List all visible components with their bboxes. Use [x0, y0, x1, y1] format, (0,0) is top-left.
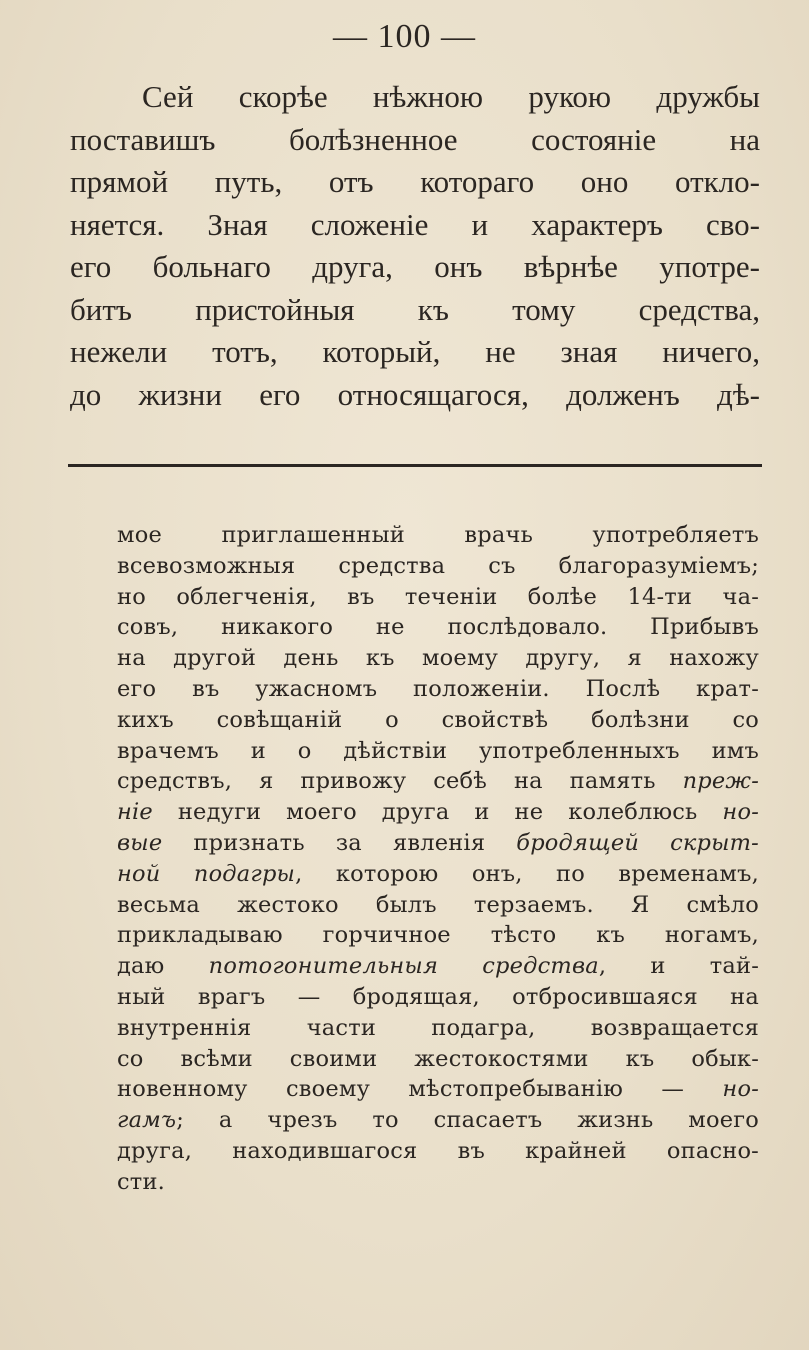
footnote-text: даю	[117, 953, 209, 980]
footnote-line: совъ, никакого не послѣдовало. Прибывъ	[117, 614, 759, 641]
main-line: его больнаго друга, онъ вѣрнѣе употре-	[70, 249, 760, 284]
footnote-text: , и тай-	[598, 953, 760, 980]
footnote-line: ный врагъ — бродящая, отбросившаяся на	[117, 983, 759, 1010]
main-line: Сей скорѣе нѣжною рукою дружбы	[142, 79, 760, 114]
footnote-line	[117, 1074, 759, 1105]
footnote-line	[117, 766, 759, 797]
main-line: битъ пристойныя къ тому средства,	[70, 291, 760, 327]
footnote-italic-text: бродящей скрыт-	[516, 829, 759, 856]
footnote-text: недуги моего друга и не колеблюсь	[152, 799, 723, 826]
footnote-line	[117, 859, 759, 890]
footnote-line: сти.	[117, 1168, 165, 1195]
footnote-line: кихъ совѣщаній о свойствѣ болѣзни со	[117, 706, 759, 733]
footnote-text: новенному своему мѣстопребыванію —	[117, 1076, 723, 1103]
footnote-italic-text: ніе	[117, 799, 153, 826]
footnote-line: друга, находившагося въ крайней опасно-	[117, 1137, 759, 1164]
footnote-text: средствъ, я привожу себѣ на память	[117, 768, 683, 795]
footnote-text: признать за явленія	[162, 829, 517, 856]
footnote-line	[117, 951, 759, 982]
footnote-line: всевозможныя средства съ благоразуміемъ;	[117, 552, 759, 579]
main-line: прямой путь, отъ котораго оно откло-	[70, 164, 760, 199]
footnote-divider	[68, 464, 762, 467]
main-line: поставишъ болѣзненное состояніе на	[70, 121, 760, 157]
footnote-italic-text: но-	[722, 799, 759, 826]
footnote-line: весьма жестоко былъ терзаемъ. Я смѣло	[117, 891, 759, 918]
page-number: — 100 —	[333, 18, 476, 55]
footnote-italic-text: вые	[117, 829, 163, 856]
main-line: няется. Зная сложеніе и характеръ сво-	[70, 206, 760, 242]
footnote	[117, 520, 759, 1198]
footnote-line: на другой день къ моему другу, я нахожу	[117, 645, 759, 672]
main-paragraph	[70, 76, 760, 416]
footnote-italic-text: преж-	[682, 768, 759, 795]
footnote-italic-text: ной подагры	[117, 860, 296, 887]
footnote-italic-text: потогонительныя средства	[208, 953, 599, 980]
footnote-line: врачемъ и о дѣйствіи употребленныхъ имъ	[117, 737, 759, 764]
footnote-line: со всѣми своими жестокостями къ обык-	[117, 1045, 759, 1072]
footnote-line: но облегченія, въ теченіи болѣе 14-ти ча-	[117, 583, 759, 610]
footnote-line: мое приглашенный врачь употребляетъ	[117, 522, 759, 548]
footnote-line	[117, 797, 759, 828]
main-line: до жизни его относящагося, долженъ дѣ-	[70, 376, 760, 412]
main-line: нежели тотъ, который, не зная ничего,	[70, 334, 760, 369]
footnote-line: внутреннія части подагра, возвращается	[117, 1014, 759, 1041]
footnote-text: , которою онъ, по временамъ,	[295, 860, 759, 887]
footnote-line: прикладываю горчичное тѣсто къ ногамъ,	[117, 922, 759, 949]
footnote-line	[117, 1105, 759, 1136]
footnote-line: его въ ужасномъ положеніи. Послѣ крат-	[117, 675, 759, 702]
footnote-text: ; а чрезъ то спасаетъ жизнь моего	[176, 1107, 759, 1134]
footnote-line	[117, 828, 759, 859]
footnote-italic-text: гамъ	[117, 1107, 177, 1134]
footnote-italic-text: но-	[722, 1076, 759, 1103]
